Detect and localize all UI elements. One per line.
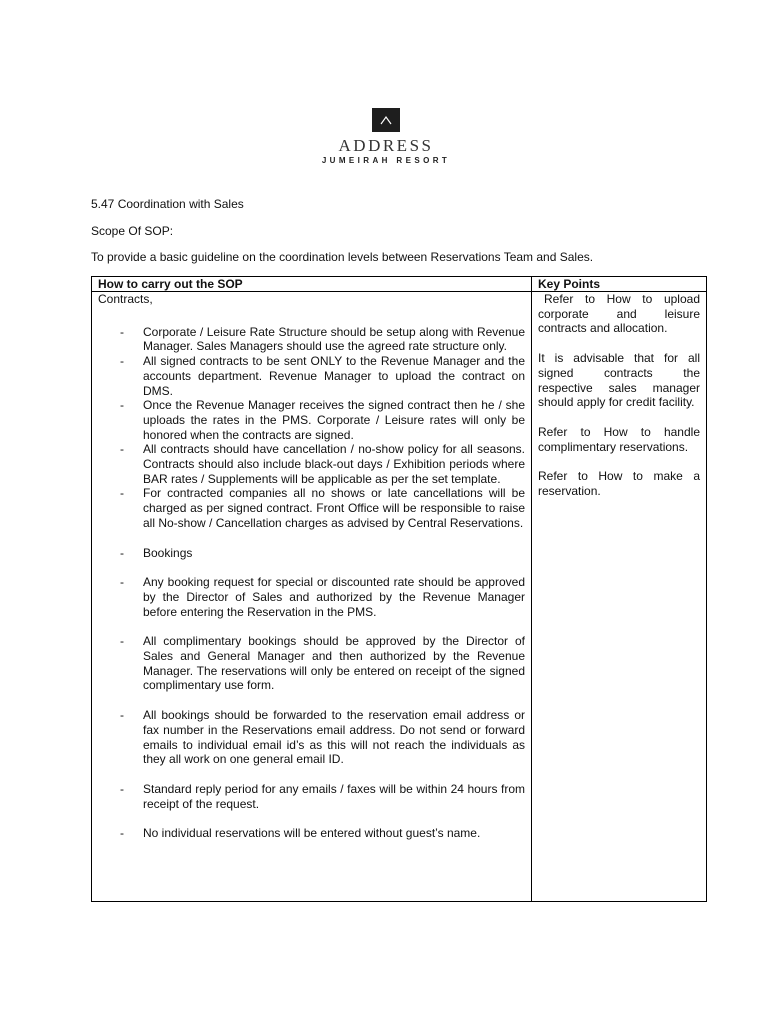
address-logo (296, 108, 476, 174)
logo-subtitle: JUMEIRAH RESORT (321, 156, 451, 165)
list-item: - Any booking request for special or discounted rate should be approved by the Director of Sales and authorized by the Revenue Manager before entering the Reservation in the PMS. (120, 575, 525, 619)
key-point: It is advisable that for all signed contracts the respective sales manager should apply for credit facility. (538, 351, 700, 410)
list-item: - Standard reply period for any emails / faxes will be within 24 hours from receipt of the request. (120, 781, 525, 811)
header-how-to: How to carry out the SOP (92, 277, 532, 292)
key-points-cell (532, 292, 707, 902)
table-header-row (92, 277, 707, 292)
key-point: Refer to How to handle complimentary reservations. (538, 424, 700, 454)
list-item: - Bookings (120, 545, 193, 560)
list-item: - Corporate / Leisure Rate Structure should be setup along with Revenue Manager. Sales Managers should use the agreed rate structure only. (120, 324, 525, 354)
list-item: - Once the Revenue Manager receives the signed contract then he / she uploads the rates in the PMS. Corporate / Leisure rates will only be honored when the contracts are signed. (120, 398, 525, 442)
list-item: - All contracts should have cancellation / no-show policy for all seasons. Contracts should also include black-out days / Exhibition periods where BAR rates / Supplements will be applicable as per the set template. (120, 442, 525, 486)
purpose-statement: To provide a basic guideline on the coordination levels between Reservations Team and Sales. (91, 250, 594, 264)
document-title: 5.47 Coordination with Sales (91, 197, 244, 211)
procedure-list (98, 325, 525, 841)
logo-mark-icon (372, 108, 400, 132)
sop-table (91, 276, 707, 902)
list-item: - All complimentary bookings should be approved by the Director of Sales and General Manager and then authorized by the Revenue Manager. The reservations will only be entered on receipt of the signed complimentary use form. (120, 634, 525, 693)
scope-label: Scope Of SOP: (91, 224, 174, 238)
key-point: Refer to How to upload corporate and leisure contracts and allocation. (538, 292, 700, 336)
header-key-points: Key Points (532, 277, 707, 292)
table-row (92, 292, 707, 902)
logo-name: ADDRESS (338, 136, 434, 155)
list-item: - All bookings should be forwarded to the reservation email address or fax number in the Reservations email address. Do not send or forward emails to individual email id’s as this will not reach the individuals as they all work on one general email ID. (120, 708, 525, 767)
contracts-label: Contracts, (98, 292, 153, 306)
key-point: Refer to How to make a reservation. (538, 469, 700, 499)
list-item: - For contracted companies all no shows or late cancellations will be charged as per signed contract. Front Office will be responsible to raise all No-show / Cancellation charges as advised by Central Reservations. (120, 486, 525, 530)
list-item: - All signed contracts to be sent ONLY to the Revenue Manager and the accounts department. Revenue Manager to upload the contract on DMS. (120, 354, 525, 398)
list-item: - No individual reservations will be entered without guest’s name. (120, 826, 481, 841)
procedure-cell (92, 292, 532, 902)
